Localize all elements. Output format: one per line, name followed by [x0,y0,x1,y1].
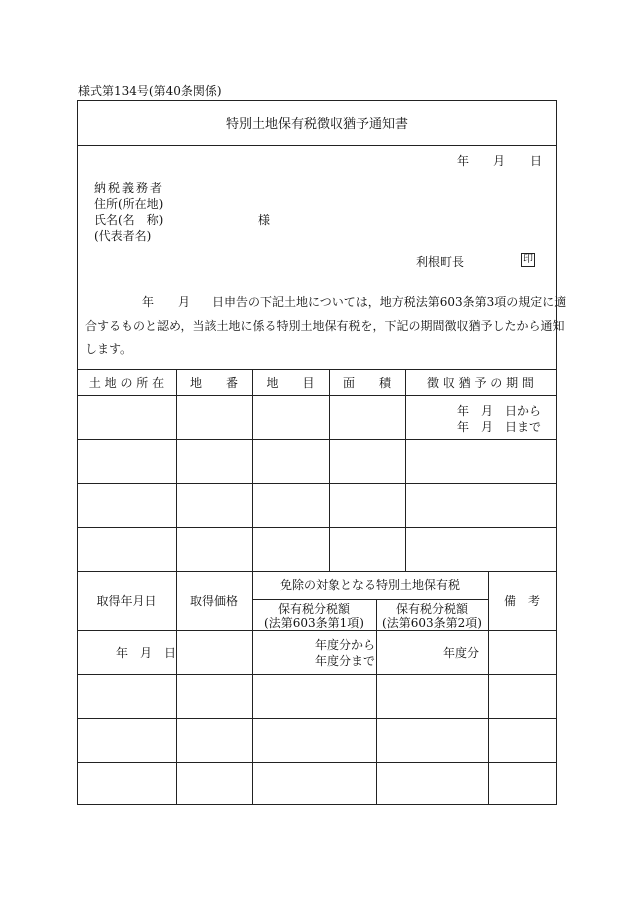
header-tax-1-line2: (法第603条第1項) [264,616,364,630]
taxpayer-name-label: 氏名(名 称) [94,213,164,227]
body-line-3: します。 [85,342,133,356]
header-exempt-tax: 免除の対象となる特別土地保有税 [279,578,460,592]
body-year: 年 [142,295,155,309]
body-line-2: 合するものと認め，当該土地に係る特別土地保有税を，下記の期間徴収猶予したから通知 [85,319,565,333]
row-acquisition-date: 年 月 日 [116,646,177,660]
header-deferral-period: 徴 収 猶 予 の 期 間 [427,376,534,390]
header-tax-2-line2: (法第603条第2項) [382,616,482,630]
header-acquisition-date: 取得年月日 [96,594,157,608]
date-month-label: 月 [493,154,506,168]
document-title: 特別土地保有税徴収猶予通知書 [225,117,408,132]
date-year-label: 年 [457,154,470,168]
taxpayer-heading: 納税義務者 [94,181,165,195]
date-day-label: 日 [530,154,543,168]
fiscal-year-to: 年度分まで [315,654,376,668]
issuer-name: 利根町長 [416,255,465,269]
header-tax-2-line1: 保有税分税額 [395,602,468,616]
fiscal-year: 年度分 [443,646,480,660]
period-to: 年 月 日まで [457,420,542,434]
form-number: 様式第134号(第40条関係) [78,84,222,98]
fiscal-year-from: 年度分から [315,638,376,652]
header-area: 面 積 [342,376,391,390]
header-land-location: 土 地 の 所 在 [88,376,165,390]
body-line-1: 日申告の下記土地については，地方税法第603条第3項の規定に適 [212,295,567,309]
header-land-category: 地 目 [266,376,315,390]
header-acquisition-price: 取得価格 [189,594,238,608]
header-remarks: 備 考 [503,594,540,608]
representative-label: (代表者名) [94,229,152,243]
header-lot-number: 地 番 [189,376,238,390]
period-from: 年 月 日から [457,404,542,418]
header-tax-1-line1: 保有税分税額 [277,602,350,616]
seal-mark: 印 [523,254,533,265]
taxpayer-address-label: 住所(所在地) [94,197,164,211]
body-month: 月 [178,295,191,309]
honorific-label: 様 [258,213,271,227]
